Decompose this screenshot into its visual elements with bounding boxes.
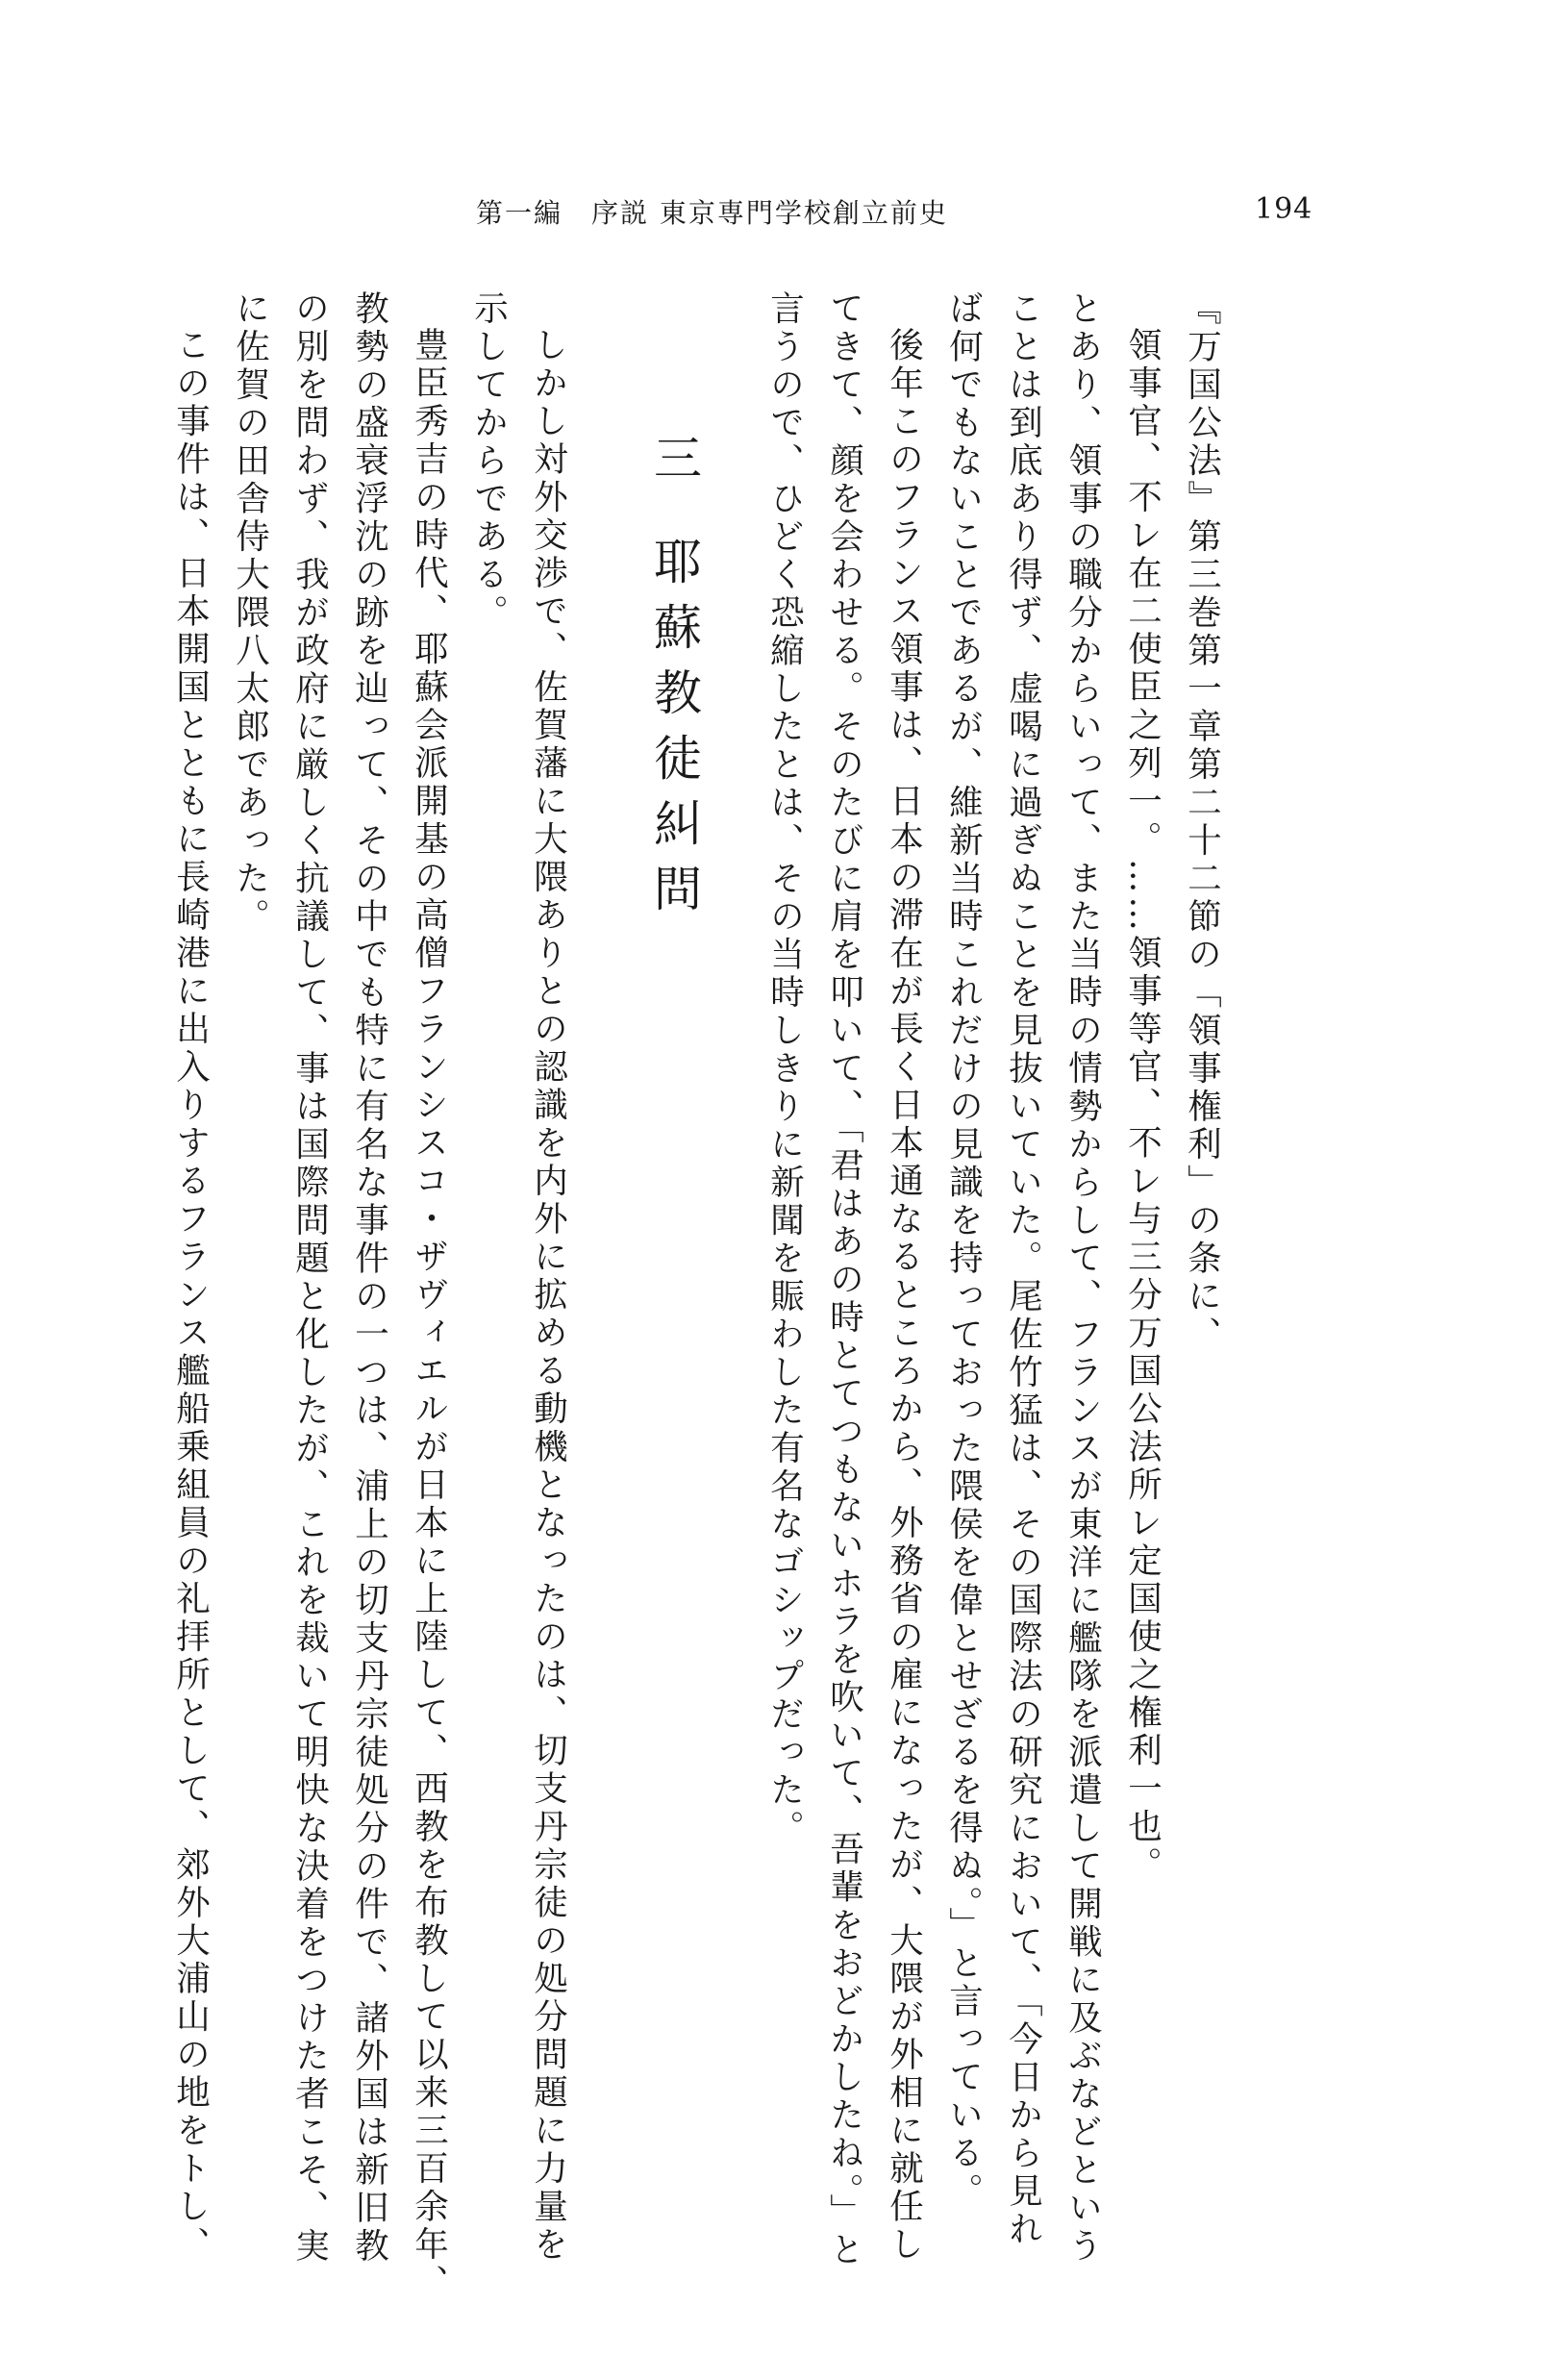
- text-column-13: の別を問わず、我が政府に厳しく抗議して、事は国際問題と化したが、これを裁いて明快な決着をつけた者こそ、実: [289, 290, 330, 2266]
- text-column-6: 後年このフランス領事は、日本の滞在が長く日本通なるところから、外務省の雇になったが、大隈が外相に就任し: [884, 327, 924, 2265]
- text-column-2: 領事官、不レ在二使臣之列一。……領事等官、不レ与三分万国公法所レ定国使之権利一也。: [1122, 327, 1162, 1885]
- section-title: 耶蘇教徒糾問: [646, 537, 702, 929]
- text-column-3: とあり、領事の職分からいって、また当時の情勢からして、フランスが東洋に艦隊を派遣して開戦に及ぶなどという: [1062, 290, 1103, 2266]
- text-column-11: 豊臣秀吉の時代、耶蘇会派開基の高僧フランシスコ・ザヴィエルが日本に上陸して、西教を布教して以来三百余年、: [409, 327, 449, 2302]
- running-head: 第一編 序説 東京専門学校創立前史: [476, 197, 948, 229]
- section-number: 三: [646, 433, 702, 498]
- page-number: 194: [1255, 192, 1313, 226]
- text-column-12: 教勢の盛衰浮沈の跡を辿って、その中でも特に有名な事件の一つは、浦上の切支丹宗徒処分の件で、諸外国は新旧教: [349, 290, 389, 2266]
- text-column-9: しかし対外交渉で、佐賀藩に大隈ありとの認識を内外に拡める動機となったのは、切支丹宗徒の処分問題に力量を: [528, 327, 568, 2265]
- text-column-4: ことは到底あり得ず、虚喝に過ぎぬことを見抜いていた。尾佐竹猛は、その国際法の研究において、「今日から見れ: [1003, 290, 1043, 2249]
- text-column-1: 『万国公法』第三巻第一章第二十二節の「領事権利」の条に、: [1182, 290, 1222, 1354]
- text-column-10: 示してからである。: [468, 290, 509, 633]
- text-column-14: に佐賀の田舎侍大隈八太郎であった。: [230, 290, 270, 937]
- text-column-7: てきて、顔を会わせる。そのたびに肩を叩いて、「君はあの時とてつもないホラを吹いて、吾輩をおどかしたね。」と: [824, 290, 864, 2269]
- text-column-15: この事件は、日本開国とともに長崎港に出入りするフランス艦船乗組員の礼拝所として、郊外大浦山の地をトし、: [170, 327, 211, 2265]
- section-heading: [646, 433, 702, 929]
- text-column-5: ば何でもないことであるが、維新当時これだけの見識を持っておった隈侯を偉とせざるを得ぬ。」と言っている。: [943, 290, 984, 2211]
- text-column-8: 言うので、ひどく恐縮したとは、その当時しきりに新聞を賑わした有名なゴシップだった。: [764, 290, 805, 1848]
